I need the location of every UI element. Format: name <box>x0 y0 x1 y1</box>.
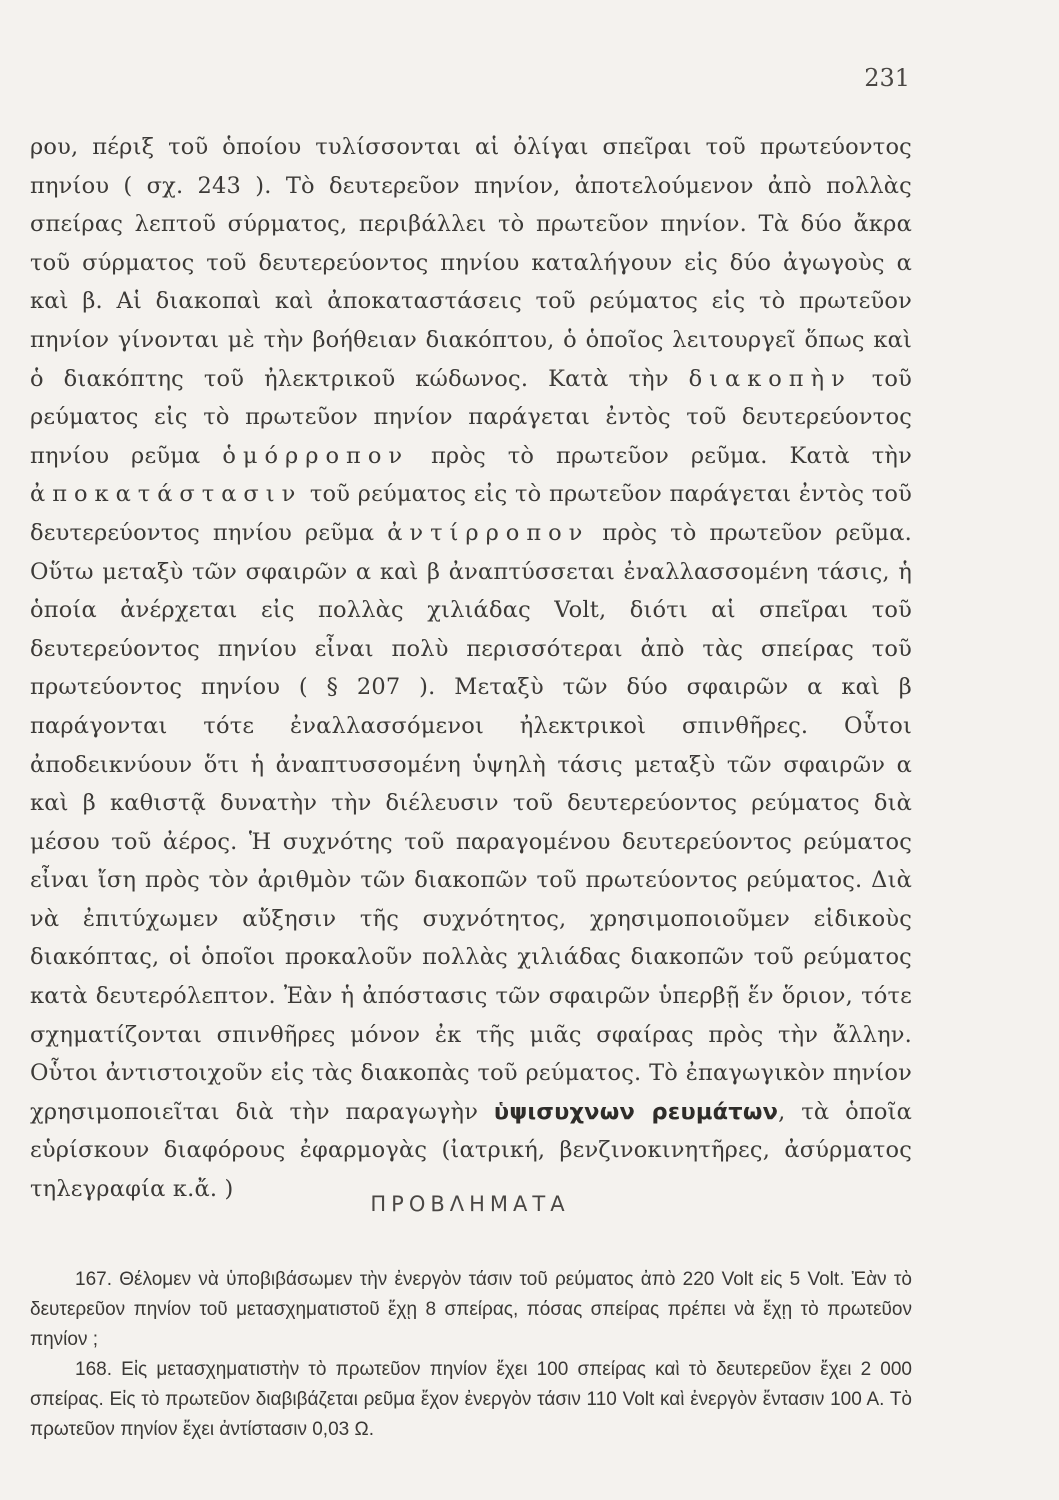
text-run: πρὸς τὸ πρωτεῦον ρεῦμα. Οὕτω μεταξὺ τῶν σφαιρῶν α καὶ β ἀναπτύσσεται ἐναλλασσομένη τάσις, ἡ ὁποία ἀνέρχεται εἰς πολλὰς χιλιάδας Volt, διότι αἱ σπεῖραι τοῦ δευτερεύοντος πηνίου εἶναι πολὺ περισσότεραι ἀπὸ τὰς σπείρας τοῦ πρωτεύοντος πηνίου ( § 207 ). Μεταξὺ τῶν δύο σφαιρῶν α καὶ β παράγονται τότε ἐναλλασσόμενοι ἠλεκτρικοὶ σπινθῆρες. Οὗτοι ἀποδεικνύουν ὅτι ἡ ἀναπτυσσομένη ὑψηλὴ τάσις μεταξὺ τῶν σφαιρῶν α καὶ β καθιστᾷ δυνατὴν τὴν διέλευσιν τοῦ δευτερεύοντος ρεύματος διὰ μέσου τοῦ ἀέρος. Ἡ συχνότης τοῦ παραγομένου δευτερεύοντος ρεύματος εἶναι ἴση πρὸς τὸν ἀριθμὸν τῶν διακοπῶν τοῦ πρωτεύοντος ρεύματος. Διὰ νὰ ἐπιτύχωμεν αὔξησιν τῆς συχνότητος, χρησιμοποιοῦμεν εἰδικοὺς διακόπτας, οἱ ὁποῖοι προκαλοῦν πολλὰς χιλιάδας διακοπῶν τοῦ ρεύματος κατὰ δευτερόλεπτον. Ἐὰν ἡ ἀπόστασις τῶν σφαιρῶν ὑπερβῇ ἕν ὅριον, τότε σχηματίζονται σπινθῆρες μόνον ἐκ τῆς μιᾶς σφαίρας πρὸς τὴν ἄλλην. Οὗτοι ἀντιστοιχοῦν εἰς τὰς διακοπὰς τοῦ ρεύματος. Τὸ ἐπαγωγικὸν πηνίον χρησιμοποιεῖται διὰ τὴν παραγωγὴν <box>30 519 912 1125</box>
page-number: 231 <box>864 64 910 92</box>
problem-number: 167. <box>75 1269 112 1290</box>
main-paragraph <box>30 128 912 1209</box>
section-heading: ΠΡΟΒΛΗΜΑΤΑ <box>370 1192 570 1216</box>
text-run: , τὰ ὁποῖα εὑρίσκουν διαφόρους ἐφαρμογὰς (ἰατρική, βενζινοκινητῆρες, ἀσύρματος τηλεγραφία κ.ἄ. ) <box>30 1098 913 1203</box>
text-run: ρου, πέριξ τοῦ ὁποίου τυλίσσονται αἱ ὀλίγαι σπεῖραι τοῦ πρωτεύοντος πηνίου ( σχ. 243 ). Τὸ δευτερεῦον πηνίον, ἀποτελούμενον ἀπὸ πολλὰς σπείρας λεπτοῦ σύρματος, περιβάλλει τὸ πρωτεῦον πηνίον. Τὰ δύο ἄκρα τοῦ σύρματος τοῦ δευτερεύοντος πηνίου καταλήγουν εἰς δύο ἀγωγοὺς α καὶ β. Αἱ διακοπαὶ καὶ ἀποκαταστάσεις τοῦ ρεύματος εἰς τὸ πρωτεῦον πηνίον γίνονται μὲ τὴν βοήθειαν διακόπτου, ὁ ὁποῖος λειτουργεῖ ὅπως καὶ ὁ διακόπτης τοῦ ἠλεκτρικοῦ κώδωνος. Κατὰ τὴν <box>30 134 912 392</box>
text-run: πρὸς τὸ πρωτεῦον ρεῦμα. Κατὰ τὴν <box>430 442 912 469</box>
emphasized-term: διακοπὴν <box>688 365 852 392</box>
problem-number: 168. <box>75 1359 112 1380</box>
problem-text: Θέλομεν νὰ ὑποβιβάσωμεν τὴν ἐνεργὸν τάσιν τοῦ ρεύματος ἀπὸ 220 Volt εἰς 5 Volt. Ἐὰν τὸ δευτερεῦον πηνίον τοῦ μετασχηματιστοῦ ἔχῃ 8 σπείρας, πόσας σπείρας πρέπει νὰ ἔχῃ τὸ πρωτεῦον πηνίον ; <box>30 1269 912 1350</box>
emphasized-term: ὁμόρροπον <box>222 442 410 469</box>
problems-list <box>30 1265 912 1445</box>
bold-term: ὑψισυχνων ρευμάτων <box>493 1098 779 1125</box>
body-text <box>30 128 912 1209</box>
problem-item <box>30 1355 912 1445</box>
emphasized-term: ἀντίρροπον <box>387 519 590 546</box>
problem-text: Εἰς μετασχηματιστὴν τὸ πρωτεῦον πηνίον ἔχει 100 σπείρας καὶ τὸ δευτερεῦον ἔχει 2 000 σπείρας. Εἰς τὸ πρωτεῦον διαβιβάζεται ρεῦμα ἔχον ἐνεργὸν τάσιν 110 Volt καὶ ἐνεργὸν ἔντασιν 100 Α. Τὸ πρωτεῦον πηνίον ἔχει ἀντίστασιν 0,03 Ω. <box>30 1359 913 1440</box>
emphasized-term: ἀποκατάστασιν <box>30 481 303 508</box>
text-run: τοῦ ρεύματος εἰς τὸ πρωτεῦον πηνίον παράγεται ἐντὸς τοῦ δευτερεύοντος πηνίου ρεῦμα <box>30 365 912 469</box>
text-run: τοῦ ρεύματος εἰς τὸ πρωτεῦον παράγεται ἐντὸς τοῦ δευτερεύοντος πηνίου ρεῦμα <box>30 481 912 546</box>
problem-item <box>30 1265 912 1355</box>
